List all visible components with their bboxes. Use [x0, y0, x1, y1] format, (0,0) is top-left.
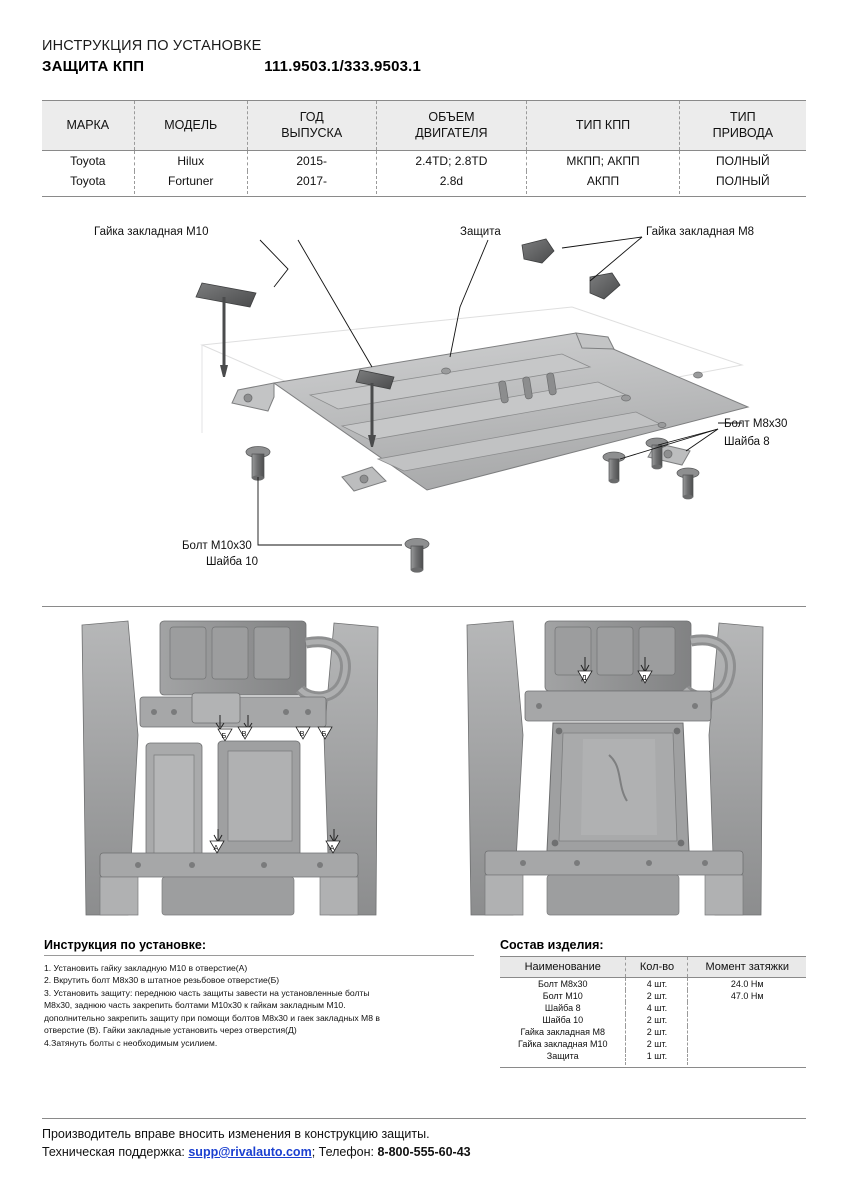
- col-engine-l2: ДВИГАТЕЛЯ: [415, 125, 488, 140]
- cell-transmission: МКПП; АКПП: [527, 151, 679, 172]
- callout-bolt-m10x30: Болт M10x30: [182, 540, 252, 552]
- document-footer: [42, 1118, 806, 1163]
- cell-model: Fortuner: [134, 171, 247, 194]
- support-phone: 8-800-555-60-43: [377, 1145, 471, 1159]
- section-divider: [42, 606, 806, 607]
- table-row: [500, 1026, 806, 1038]
- part-name: Болт M10: [500, 990, 626, 1002]
- part-qty: 1 шт.: [626, 1050, 688, 1065]
- col-brand: [42, 101, 134, 151]
- cell-brand: Toyota: [42, 171, 134, 194]
- table-header-row: [42, 101, 806, 151]
- part-torque: [688, 1014, 806, 1026]
- callout-nut-m8: Гайка закладная М8: [646, 226, 755, 238]
- parts-table: [500, 956, 806, 1065]
- part-qty: 4 шт.: [626, 1002, 688, 1014]
- support-email-link[interactable]: supp@rivalauto.com: [188, 1145, 312, 1159]
- table-row: [500, 1014, 806, 1026]
- instruction-line: 4.Затянуть болты с необходимым усилием.: [44, 1037, 218, 1048]
- parts-col-qty: Кол-во: [626, 957, 688, 978]
- callout-shield: Защита: [460, 226, 501, 238]
- parts-table-bottom-rule: [500, 1067, 806, 1068]
- skid-plate-body: [232, 333, 748, 491]
- col-model: [134, 101, 247, 151]
- col-year-l2: ВЫПУСКА: [281, 125, 343, 140]
- photo-left-underbody: [42, 615, 415, 920]
- part-qty: 2 шт.: [626, 1038, 688, 1050]
- page-title: ЗАЩИТА КПП: [42, 58, 145, 75]
- col-transmission-l1: ТИП КПП: [575, 117, 631, 132]
- cell-model: Hilux: [134, 151, 247, 172]
- part-name: Гайка закладная М8: [500, 1026, 626, 1038]
- callout-nut-m10: Гайка закладная М10: [94, 226, 209, 238]
- col-engine: [376, 101, 527, 151]
- part-qty: 4 шт.: [626, 978, 688, 991]
- cell-engine: 2.4TD; 2.8TD: [376, 151, 527, 172]
- col-year-l1: ГОД: [299, 110, 324, 124]
- col-brand-l1: МАРКА: [66, 117, 110, 132]
- cell-year: 2017-: [247, 171, 376, 194]
- parts-header-row: [500, 957, 806, 978]
- part-torque: 24.0 Нм: [730, 979, 764, 989]
- callout-washer-10: Шайба 10: [206, 556, 259, 568]
- svg-text:В: В: [241, 729, 247, 738]
- phone-label: Телефон:: [318, 1145, 374, 1159]
- parts-list-section: [500, 938, 806, 1068]
- col-drive-l1: ТИП: [730, 110, 756, 124]
- table-row: [500, 1050, 806, 1065]
- col-year: [247, 101, 376, 151]
- installation-instructions: [44, 938, 474, 1049]
- instruction-line: 2. Вкрутить болт M8x30 в штатное резьбовое отверстие(Б): [44, 975, 280, 986]
- document-header: [42, 38, 806, 75]
- part-qty: 2 шт.: [626, 990, 688, 1002]
- col-model-l1: МОДЕЛЬ: [164, 117, 218, 132]
- cell-year: 2015-: [247, 151, 376, 172]
- svg-text:Б: Б: [221, 731, 227, 740]
- part-torque: [688, 1002, 806, 1014]
- product-code: 111.9503.1/333.9503.1: [264, 58, 422, 75]
- table-row: [500, 1002, 806, 1014]
- table-row: [500, 990, 806, 1002]
- vehicle-spec-table: [42, 100, 806, 194]
- callout-washer-8: Шайба 8: [724, 436, 770, 448]
- installation-photos: [42, 615, 806, 920]
- callout-bolt-m8x30: Болт M8x30: [724, 418, 788, 430]
- part-name: Гайка закладная М10: [500, 1038, 626, 1050]
- instruction-line: 1. Установить гайку закладную М10 в отверстие(А): [44, 963, 248, 973]
- bolt-m8x30-a: [603, 452, 625, 483]
- exploded-assembly-diagram: [42, 215, 806, 600]
- bolt-m10x30-b: [405, 539, 429, 573]
- col-transmission: [527, 101, 679, 151]
- part-qty: 2 шт.: [626, 1014, 688, 1026]
- part-qty: 2 шт.: [626, 1026, 688, 1038]
- photo-right-underbody: [433, 615, 806, 920]
- svg-text:Д: Д: [641, 673, 647, 682]
- instruction-line: отверстие (В). Гайки закладные установить через отверстия(Д): [44, 1025, 297, 1036]
- spec-table-bottom-rule: [42, 196, 806, 197]
- parts-col-name: Наименование: [500, 957, 626, 978]
- support-label: Техническая поддержка:: [42, 1145, 185, 1159]
- table-row: [42, 151, 806, 172]
- parts-title: Состав изделия:: [500, 938, 604, 952]
- footer-disclaimer: Производитель вправе вносить изменения в конструкцию защиты.: [42, 1127, 430, 1141]
- svg-text:А: А: [329, 843, 335, 852]
- instructions-rule: [44, 955, 474, 956]
- part-torque: 47.0 Нм: [730, 991, 764, 1001]
- captive-nut-m10-part: [196, 283, 256, 377]
- cell-transmission: АКПП: [527, 171, 679, 194]
- cell-drive: ПОЛНЫЙ: [716, 174, 770, 189]
- col-drive-l2: ПРИВОДА: [712, 125, 774, 140]
- part-torque: [688, 1026, 806, 1038]
- instruction-line: дополнительно закрепить защиту при помощи болтов M8x30 и гаек закладных М8 в: [44, 1012, 380, 1023]
- instruction-line: 3. Установить защиту: переднюю часть защиты завести на установленные болты: [44, 987, 370, 998]
- col-engine-l1: ОБЪЕМ: [428, 110, 475, 124]
- part-name: Шайба 8: [500, 1002, 626, 1014]
- semicolon: ;: [311, 1145, 316, 1159]
- part-torque: [688, 1050, 806, 1065]
- svg-text:А: А: [213, 843, 219, 852]
- part-torque: [688, 1038, 806, 1050]
- footer-contacts: [42, 1145, 806, 1159]
- bolt-m8x30-c: [677, 468, 699, 499]
- table-row: [500, 978, 806, 991]
- instructions-title: Инструкция по установке:: [44, 938, 206, 952]
- instruction-line: M8x30, заднюю часть закрепить болтами M10x30 к гайкам закладным М10.: [44, 1000, 346, 1011]
- cell-engine: 2.8d: [376, 171, 527, 194]
- part-name: Шайба 10: [500, 1014, 626, 1026]
- part-name: Защита: [500, 1050, 626, 1065]
- svg-text:Б: Б: [321, 729, 327, 738]
- svg-text:Д: Д: [581, 673, 587, 682]
- parts-col-torque: Момент затяжки: [688, 957, 806, 978]
- col-drive: [679, 101, 806, 151]
- table-row: [500, 1038, 806, 1050]
- document-subtitle: ИНСТРУКЦИЯ ПО УСТАНОВКЕ: [42, 38, 262, 54]
- svg-text:В: В: [299, 729, 305, 738]
- part-name: Болт M8x30: [500, 978, 626, 991]
- cell-drive: ПОЛНЫЙ: [716, 154, 770, 169]
- bolt-m10x30-a: [246, 447, 270, 481]
- cell-brand: Toyota: [42, 151, 134, 172]
- instructions-list: [44, 962, 474, 1049]
- table-row: [42, 171, 806, 194]
- captive-nut-m8-part-a: [522, 239, 554, 263]
- footer-rule: [42, 1118, 806, 1119]
